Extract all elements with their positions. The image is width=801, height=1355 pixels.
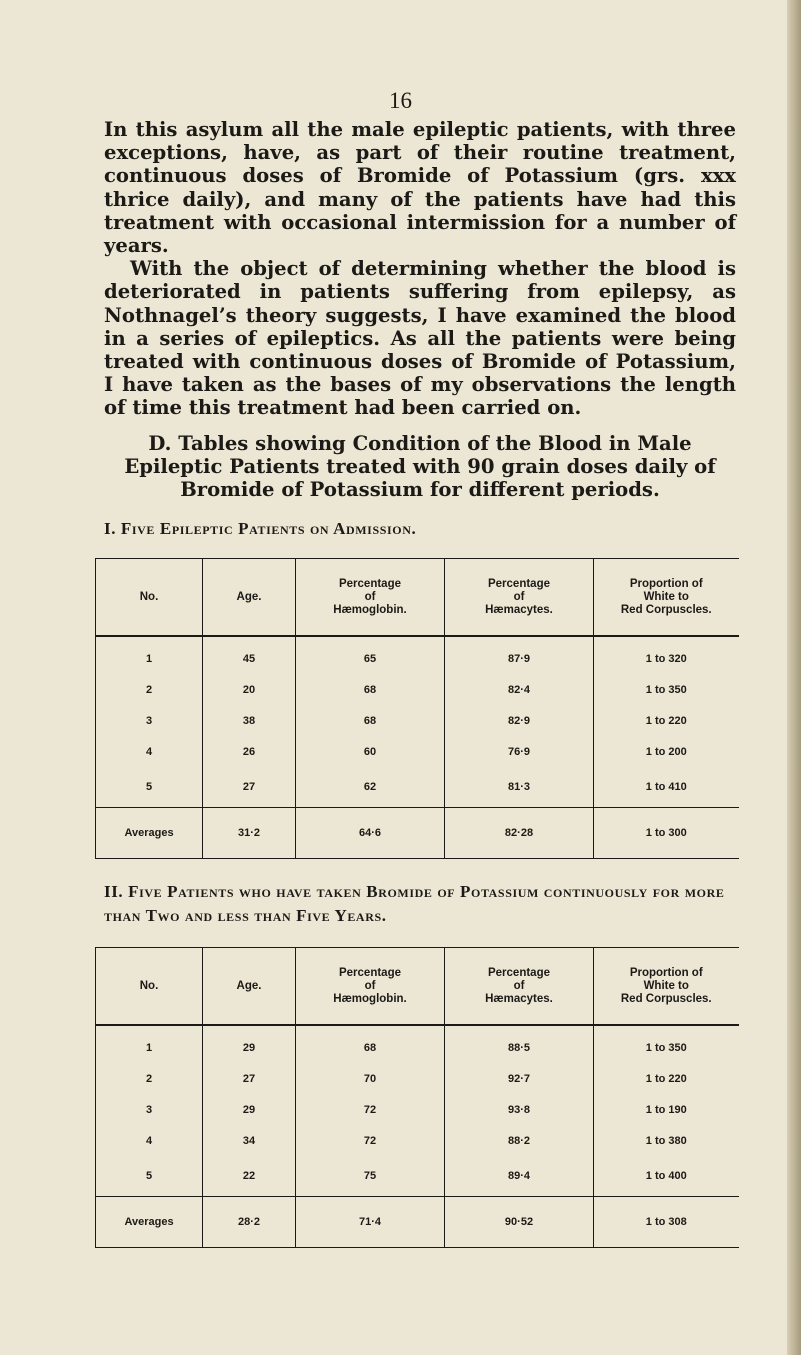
cell-haemacytes: 93·8 <box>445 1094 594 1125</box>
table-row <box>96 1025 739 1063</box>
avg-haemacytes: 90·52 <box>445 1197 594 1248</box>
cell-no: 3 <box>96 1094 203 1125</box>
table1-header-row <box>96 559 739 637</box>
cell-haemoglobin: 65 <box>296 636 445 674</box>
cell-no: 2 <box>96 674 203 705</box>
cell-proportion: 1 to 380 <box>645 1134 687 1147</box>
table1-header-haemoglobin <box>296 559 445 637</box>
header-line: Proportion of <box>629 966 703 979</box>
table2-header-haemacytes <box>445 948 594 1026</box>
cell-haemoglobin: 68 <box>296 674 445 705</box>
table1-header-haemacytes <box>445 559 594 637</box>
header-line: Proportion of <box>629 577 703 590</box>
table1-header-age: Age. <box>203 559 296 637</box>
table2-header-no: No. <box>96 948 203 1026</box>
page-edge <box>787 0 801 1355</box>
cell-haemoglobin: 68 <box>296 705 445 736</box>
table-row <box>96 705 739 736</box>
cell-haemacytes: 88·5 <box>445 1025 594 1063</box>
header-line: Percentage <box>487 966 550 979</box>
cell-haemacytes: 76·9 <box>445 736 594 767</box>
cell-age: 38 <box>203 705 296 736</box>
header-line: of <box>513 979 525 992</box>
header-line: Hæmoglobin. <box>333 992 407 1005</box>
header-line: of <box>513 590 525 603</box>
avg-proportion: 1 to 308 <box>594 1197 739 1248</box>
cell-haemacytes: 92·7 <box>445 1063 594 1094</box>
table-row <box>96 1063 739 1094</box>
cell-proportion: 1 to 350 <box>645 1041 687 1054</box>
avg-age: 31·2 <box>203 808 296 859</box>
table-row <box>96 674 739 705</box>
body-text <box>104 118 736 420</box>
table-row <box>96 636 739 674</box>
header-line: Percentage <box>487 577 550 590</box>
avg-haemoglobin: 71·4 <box>296 1197 445 1248</box>
cell-age: 22 <box>203 1156 296 1197</box>
table1-header-proportion <box>594 559 739 637</box>
cell-no: 4 <box>96 736 203 767</box>
cell-no: 4 <box>96 1125 203 1156</box>
table2-header-proportion <box>594 948 739 1026</box>
cell-proportion: 1 to 220 <box>645 1072 687 1085</box>
header-line: Hæmacytes. <box>485 603 553 616</box>
header-line: Percentage <box>338 577 401 590</box>
cell-age: 29 <box>203 1025 296 1063</box>
avg-haemoglobin: 64·6 <box>296 808 445 859</box>
cell-no: 5 <box>96 767 203 808</box>
header-line: of <box>364 979 376 992</box>
table2-title: II. Five Patients who have taken Bromide of Potassium continuously for more than Two and less than Five Years. <box>104 882 725 925</box>
table1-title: I. Five Epileptic Patients on Admission. <box>104 519 417 538</box>
cell-haemacytes: 87·9 <box>445 636 594 674</box>
table2-header-age: Age. <box>203 948 296 1026</box>
table-row <box>96 767 739 808</box>
cell-haemacytes: 89·4 <box>445 1156 594 1197</box>
table-row <box>96 1125 739 1156</box>
cell-age: 45 <box>203 636 296 674</box>
header-line: White to <box>643 590 689 603</box>
table-row <box>96 1156 739 1197</box>
page-number: 16 <box>389 88 412 113</box>
cell-age: 26 <box>203 736 296 767</box>
avg-age: 28·2 <box>203 1197 296 1248</box>
cell-proportion: 1 to 200 <box>645 745 687 758</box>
section-heading: D. Tables showing Condition of the Blood in Male Epileptic Patients treated with 90 grain doses daily of Bromide of Potassium for different periods. <box>124 432 716 502</box>
cell-haemoglobin: 68 <box>296 1025 445 1063</box>
cell-haemoglobin: 62 <box>296 767 445 808</box>
table1-header-no: No. <box>96 559 203 637</box>
cell-haemacytes: 82·4 <box>445 674 594 705</box>
cell-proportion: 1 to 320 <box>645 652 687 665</box>
cell-haemoglobin: 72 <box>296 1125 445 1156</box>
cell-age: 20 <box>203 674 296 705</box>
cell-age: 27 <box>203 767 296 808</box>
cell-proportion: 1 to 190 <box>645 1103 687 1116</box>
table1 <box>95 558 739 859</box>
cell-haemacytes: 82·9 <box>445 705 594 736</box>
cell-proportion: 1 to 400 <box>645 1170 687 1182</box>
cell-haemoglobin: 60 <box>296 736 445 767</box>
table-row <box>96 736 739 767</box>
header-line: Red Corpuscles. <box>620 603 712 616</box>
cell-haemacytes: 81·3 <box>445 767 594 808</box>
cell-proportion: 1 to 410 <box>645 781 687 793</box>
averages-label: Averages <box>96 1197 203 1248</box>
averages-row <box>96 1197 739 1248</box>
cell-haemoglobin: 72 <box>296 1094 445 1125</box>
cell-age: 27 <box>203 1063 296 1094</box>
cell-haemoglobin: 75 <box>296 1156 445 1197</box>
paragraph-1: In this asylum all the male epileptic patients, with three exceptions, have, as part of their routine treatment, continuous doses of Bromide of Potassium (grs. xxx thrice daily), and many of the patients have had this treatment with occasional intermission for a number of years. <box>104 118 736 258</box>
table-row <box>96 1094 739 1125</box>
avg-haemacytes: 82·28 <box>445 808 594 859</box>
table2-header-row <box>96 948 739 1026</box>
cell-haemacytes: 88·2 <box>445 1125 594 1156</box>
cell-no: 3 <box>96 705 203 736</box>
header-line: Hæmoglobin. <box>333 603 407 616</box>
averages-label: Averages <box>96 808 203 859</box>
cell-proportion: 1 to 350 <box>645 683 687 696</box>
header-line: Red Corpuscles. <box>620 992 712 1005</box>
header-line: Percentage <box>338 966 401 979</box>
cell-no: 2 <box>96 1063 203 1094</box>
table2-header-haemoglobin <box>296 948 445 1026</box>
paragraph-2: With the object of determining whether the blood is deteriorated in patients suffering from epilepsy, as Nothnagel’s theory suggests, I have examined the blood in a series of epileptics. As all the patients were being treated with continuous doses of Bromide of Potassium, I have taken as the bases of my observations the length of time this treatment had been carried on. <box>104 257 736 420</box>
cell-age: 34 <box>203 1125 296 1156</box>
header-line: Hæmacytes. <box>485 992 553 1005</box>
avg-proportion: 1 to 300 <box>594 808 739 859</box>
cell-proportion: 1 to 220 <box>645 714 687 727</box>
header-line: of <box>364 590 376 603</box>
averages-row <box>96 808 739 859</box>
cell-age: 29 <box>203 1094 296 1125</box>
cell-no: 5 <box>96 1156 203 1197</box>
table2 <box>95 947 739 1248</box>
cell-no: 1 <box>96 1025 203 1063</box>
cell-no: 1 <box>96 636 203 674</box>
cell-haemoglobin: 70 <box>296 1063 445 1094</box>
header-line: White to <box>643 979 689 992</box>
